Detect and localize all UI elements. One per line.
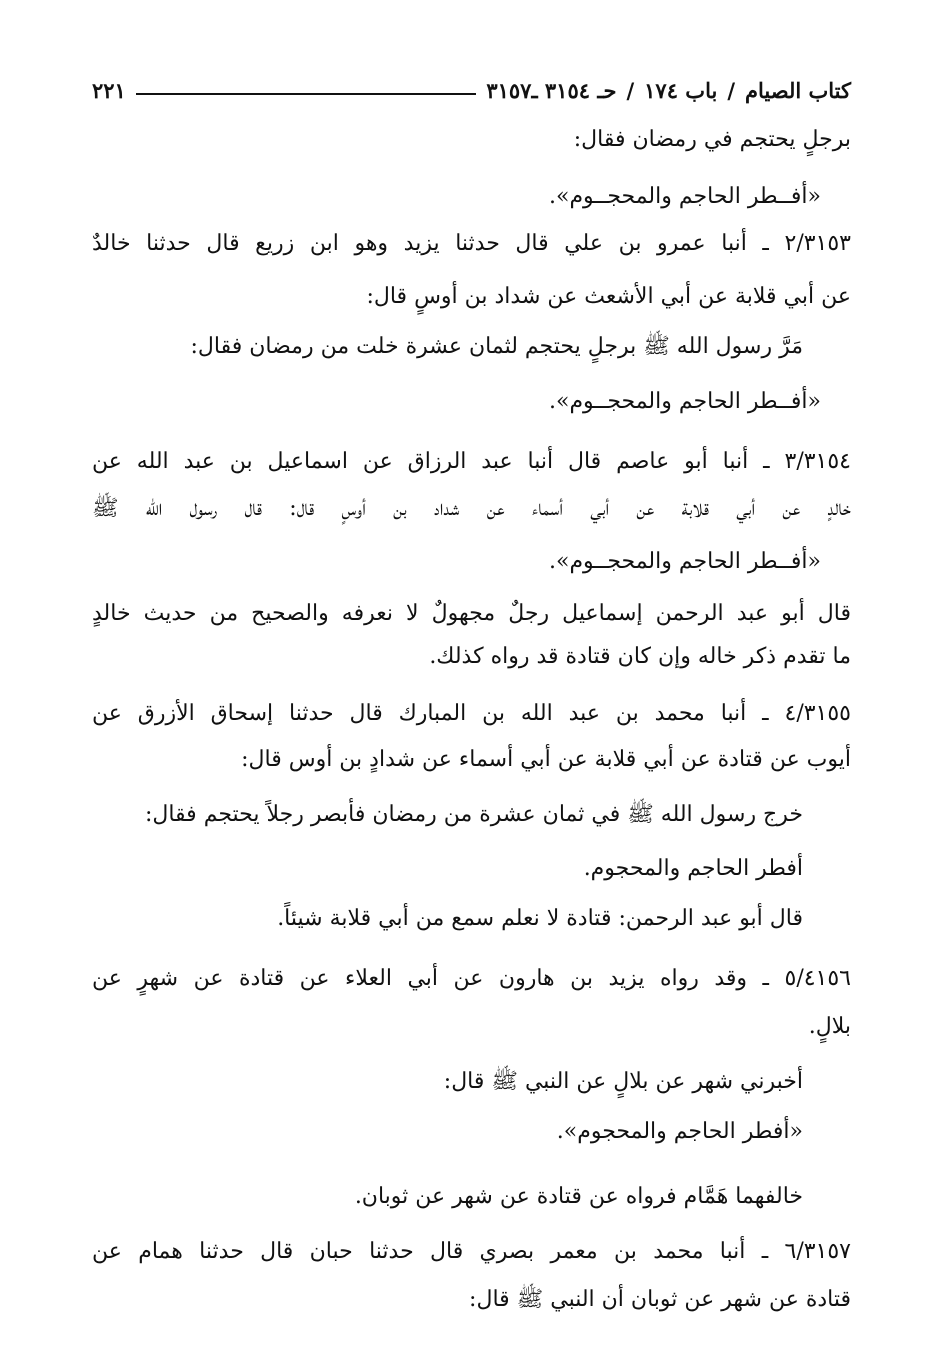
text-line: خالدٍ عن أبي قلابة عن أبي أسماء عن شداد بن أوسٍ قال: قال رسول الله ﷺ [92,496,851,521]
text-line: قال أبو عبد الرحمن إسماعيل رجلٌ مجهولٌ لا نعرفه والصحيح من حديث خالدٍ [92,601,851,626]
text-line: بلالٍ. [808,1014,851,1039]
text-line: قال أبو عبد الرحمن: قتادة لا نعلم سمع من أبي قلابة شيئاً. [277,906,803,931]
running-header [92,70,851,110]
header-separator: / [727,77,735,103]
text-line: أخبرني شهر عن بلالٍ عن النبي ﷺ قال: [443,1069,803,1094]
hadith-range: حـ ٣١٥٤ ـ٣١٥٧ [486,77,617,103]
text-line: مَرَّ رسول الله ﷺ برجلٍ يحتجم لثمان عشرة خلت من رمضان فقال: [190,334,803,359]
page-number: ٢٢١ [92,77,126,103]
text-line: عن أبي قلابة عن أبي الأشعث عن شداد بن أوسٍ قال: [366,284,851,309]
hadith-3153-line-1: ٢/٣١٥٣ ـ أنبا عمرو بن علي قال حدثنا يزيد وهو ابن زريع قال حدثنا خالدٌ [92,231,851,256]
text-line: قتادة عن شهر عن ثوبان أن النبي ﷺ قال: [469,1287,851,1312]
header-rule [136,93,476,95]
hadith-3157-line-1: ٦/٣١٥٧ ـ أنبا محمد بن معمر بصري قال حدثنا حبان قال حدثنا همام عن [92,1239,851,1264]
hadith-4156-line-1: ٥/٤١٥٦ ـ وقد رواه يزيد بن هارون عن أبي العلاء عن قتادة عن شهرٍ عن [92,966,851,991]
header-separator: / [626,77,635,103]
text-line: ما تقدم ذكر خاله وإن كان قتادة قد رواه كذلك. [429,644,851,669]
text-line: أيوب عن قتادة عن أبي قلابة عن أبي أسماء عن شدادٍ بن أوس قال: [241,747,851,772]
text-line: «أفطر الحاجم والمحجوم». [556,1119,803,1144]
text-line: خرج رسول الله ﷺ في ثمان عشرة من رمضان فأبصر رجلاً يحتجم فقال: [144,802,803,827]
hadith-3155-line-1: ٤/٣١٥٥ ـ أنبا محمد بن عبد الله بن المبارك قال حدثنا إسحاق الأزرق عن [92,701,851,726]
text-line: «أفــطر الحاجم والمحجــوم». [548,389,821,414]
chapter-label: باب ١٧٤ [644,77,718,103]
text-line: خالفهما هَمَّام فرواه عن قتادة عن شهر عن ثوبان. [354,1184,803,1209]
hadith-3154-line-1: ٣/٣١٥٤ ـ أنبا أبو عاصم قال أنبا عبد الرزاق عن اسماعيل بن عبد الله عن [92,449,851,474]
text-line: «أفــطر الحاجم والمحجــوم». [548,549,821,574]
text-line: برجلٍ يحتجم في رمضان فقال: [573,127,851,152]
text-line: «أفــطر الحاجم والمحجــوم». [548,184,821,209]
book-title: كتاب الصيام [745,77,851,103]
text-line: أفطر الحاجم والمحجوم. [583,856,803,881]
